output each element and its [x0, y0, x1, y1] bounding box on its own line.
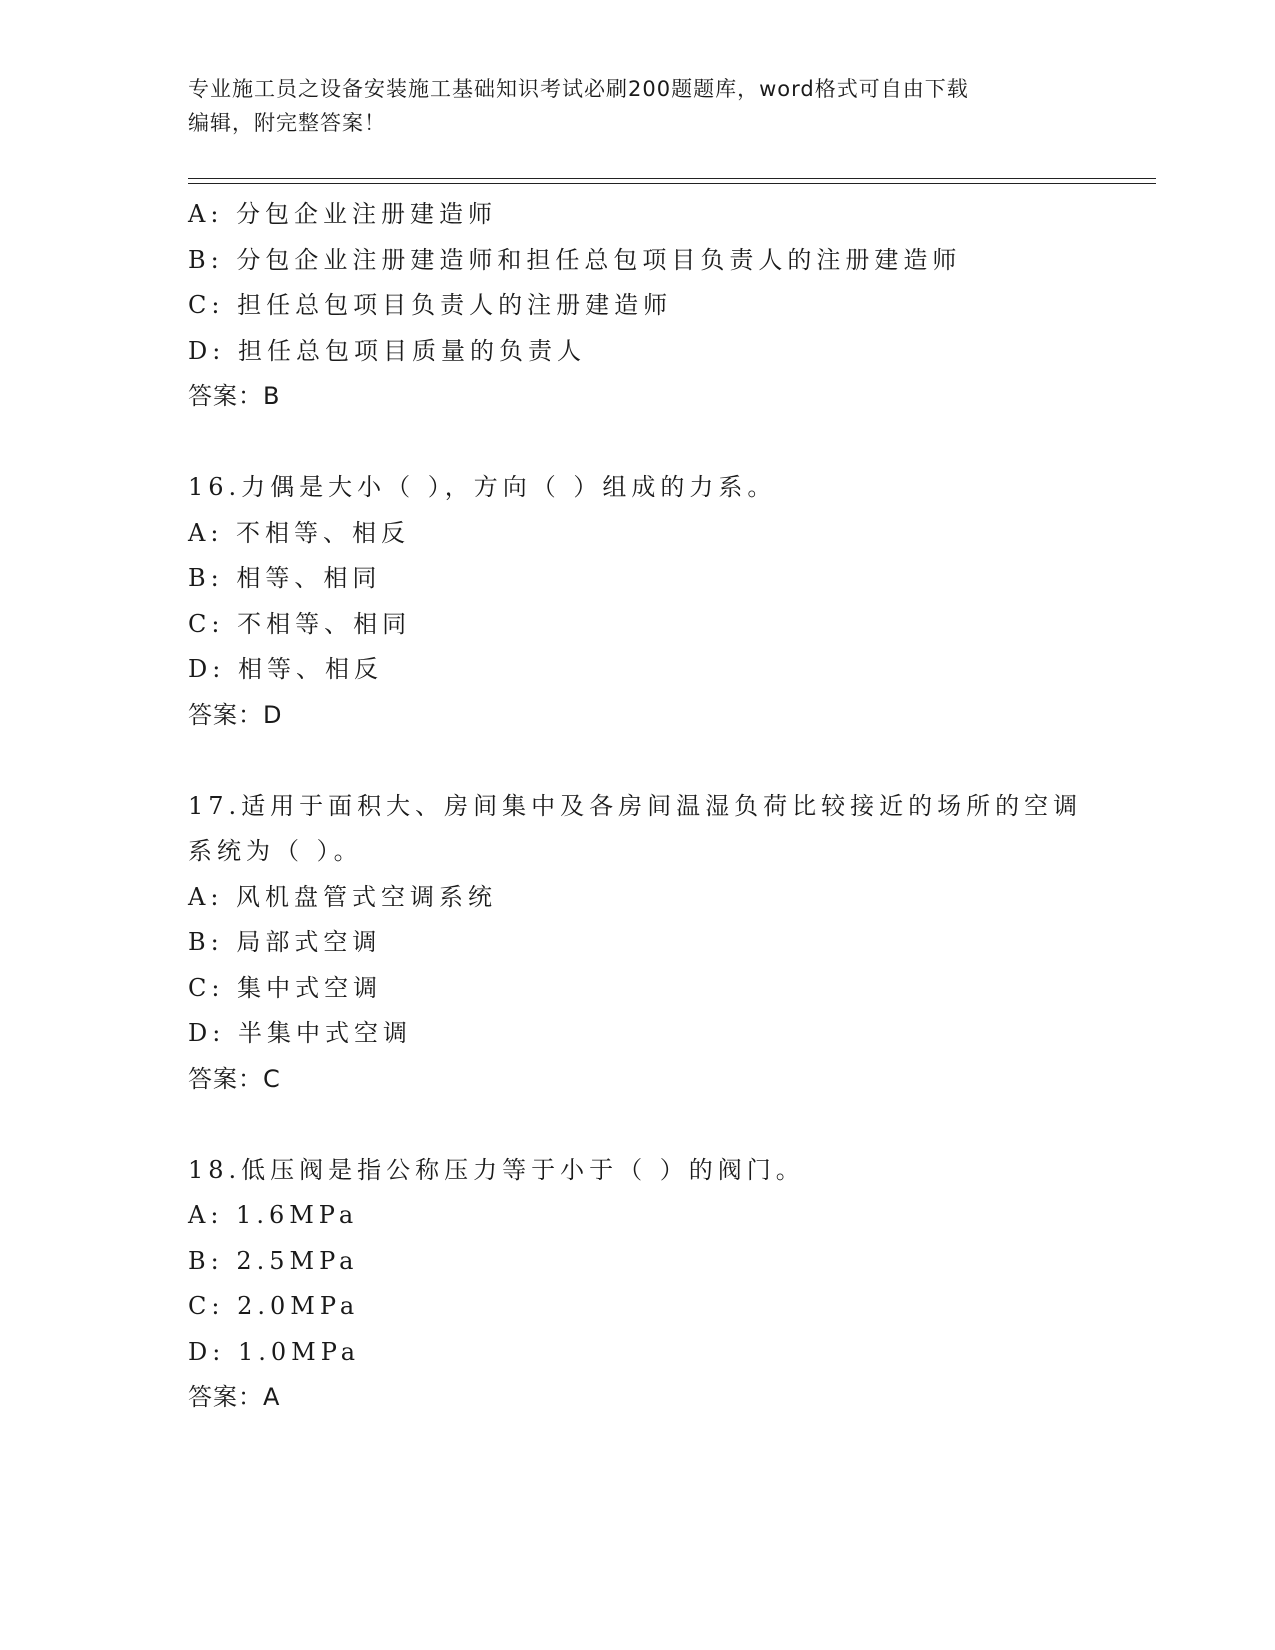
question-16: [188, 465, 1128, 738]
spacer: [188, 420, 1128, 466]
option-a: A: 1.6MPa: [188, 1201, 359, 1229]
option-c: C: 不相等、相同: [188, 609, 412, 638]
answer: 答案：B: [188, 382, 281, 410]
option-d: D: 半集中式空调: [188, 1019, 412, 1047]
question-18: [188, 1148, 1128, 1421]
option-b: B: 2.5MPa: [188, 1246, 359, 1275]
header-line-1: 专业施工员之设备安装施工基础知识考试必刷200题题库，word格式可自由下载: [188, 77, 969, 101]
document-header: [188, 72, 1068, 140]
question-stem-line-2: 系统为（ ）。: [188, 837, 363, 865]
option-c: C: 担任总包项目负责人的注册建造师: [188, 291, 673, 319]
spacer: [188, 1102, 1128, 1148]
option-b: B: 分包企业注册建造师和担任总包项目负责人的注册建造师: [188, 245, 962, 274]
option-a: A: 分包企业注册建造师: [188, 200, 498, 228]
option-d: D: 相等、相反: [188, 655, 383, 683]
question-list: [188, 192, 1128, 1421]
option-a: A: 不相等、相反: [188, 518, 411, 547]
question-17: [188, 784, 1128, 1103]
question-prev: [188, 192, 1128, 420]
question-stem: 16.力偶是大小（ ），方向（ ）组成的力系。: [188, 473, 777, 501]
answer: 答案：A: [188, 1383, 281, 1411]
question-stem-line-1: 17.适用于面积大、房间集中及各房间温湿负荷比较接近的场所的空调: [188, 791, 1083, 820]
option-a: A: 风机盘管式空调系统: [188, 882, 498, 911]
option-d: D: 担任总包项目质量的负责人: [188, 336, 586, 365]
option-b: B: 相等、相同: [188, 564, 382, 592]
option-c: C: 集中式空调: [188, 973, 383, 1002]
header-line-2: 编辑，附完整答案！: [188, 111, 386, 135]
answer: 答案：D: [188, 700, 283, 729]
option-c: C: 2.0MPa: [188, 1292, 360, 1320]
option-b: B: 局部式空调: [188, 928, 382, 956]
spacer: [188, 738, 1128, 784]
answer: 答案：C: [188, 1064, 281, 1093]
option-d: D: 1.0MPa: [188, 1337, 361, 1366]
header-divider: [188, 178, 1156, 184]
question-stem: 18.低压阀是指公称压力等于小于（ ）的阀门。: [188, 1155, 805, 1184]
